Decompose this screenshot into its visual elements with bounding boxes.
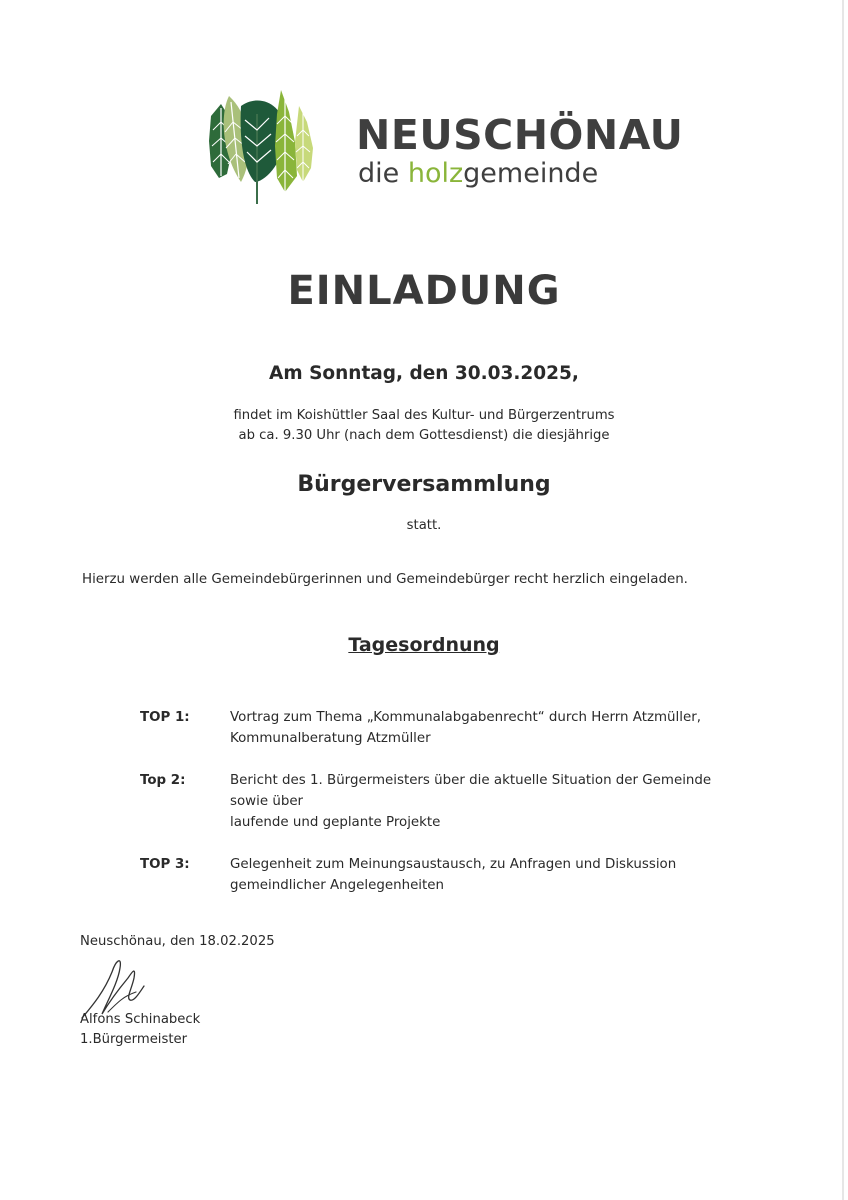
meeting-intro [0, 406, 848, 446]
agenda-item [140, 854, 780, 896]
agenda-item-label: TOP 3: [140, 857, 190, 872]
logo-subtitle-highlight: holz [407, 158, 464, 189]
agenda-item-line: Bericht des 1. Bürgermeisters über die aktuelle Situation der Gemeinde [230, 773, 712, 788]
agenda-item-line: gemeindlicher Angelegenheiten [230, 878, 445, 893]
meeting-statt: statt. [406, 518, 442, 533]
agenda-item [140, 707, 780, 749]
intro-line-1: findet im Koishüttler Saal des Kultur- und Bürgerzentrums [233, 408, 615, 423]
agenda-item-line: Kommunalberatung Atzmüller [230, 731, 431, 746]
logo-title: NEUSCHÖNAU [356, 111, 684, 159]
signer-name: Alfons Schinabeck [80, 1012, 201, 1027]
logo-subtitle-part3: gemeinde [463, 158, 599, 189]
meeting-name: Bürgerversammlung [297, 472, 551, 497]
intro-line-2: ab ca. 9.30 Uhr (nach dem Gottesdienst) die diesjährige [238, 428, 610, 443]
scan-edge-line [842, 0, 844, 1200]
agenda-list [140, 707, 780, 917]
agenda-item-line: Vortrag zum Thema „Kommunalabgabenrecht“ durch Herrn Atzmüller, [230, 710, 701, 725]
logo-subtitle-part1: die [358, 158, 408, 189]
agenda-title: Tagesordnung [348, 634, 500, 656]
agenda-item-line: Gelegenheit zum Meinungsaustausch, zu Anfragen und Diskussion [230, 857, 677, 872]
agenda-item-label: Top 2: [140, 773, 186, 788]
invitation-text: Hierzu werden alle Gemeindebürgerinnen und Gemeindebürger recht herzlich eingeladen. [82, 572, 688, 587]
signer-role: 1.Bürgermeister [80, 1032, 188, 1047]
logo-subtitle [358, 158, 598, 190]
agenda-item-line: laufende und geplante Projekte [230, 815, 441, 830]
agenda-item-text [230, 770, 780, 833]
agenda-item-text [230, 707, 780, 749]
agenda-item-line: sowie über [230, 794, 304, 809]
agenda-item-label: TOP 1: [140, 710, 190, 725]
place-date: Neuschönau, den 18.02.2025 [80, 934, 275, 949]
trees-leaf-logo-icon [205, 86, 317, 208]
page-title: EINLADUNG [287, 268, 561, 314]
agenda-item [140, 770, 780, 833]
meeting-date: Am Sonntag, den 30.03.2025, [269, 363, 579, 384]
agenda-item-text [230, 854, 780, 896]
